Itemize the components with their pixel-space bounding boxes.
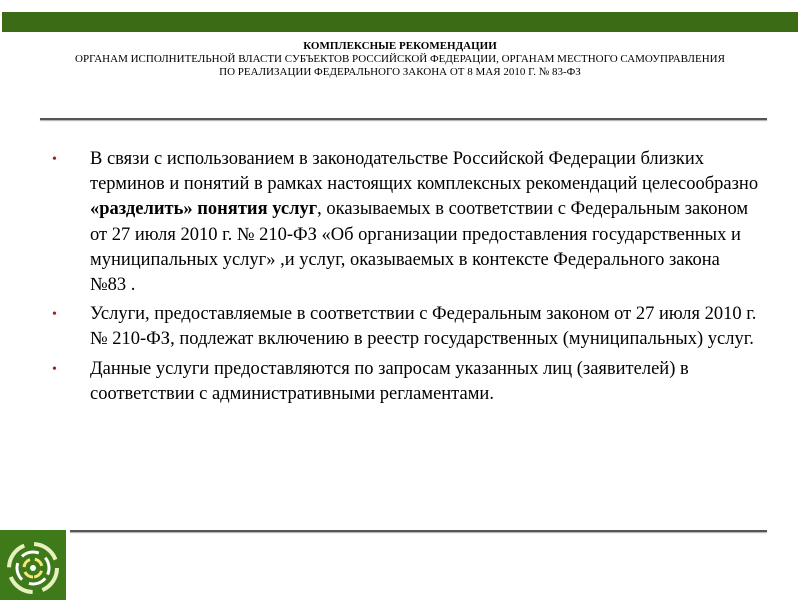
top-bar bbox=[2, 12, 798, 32]
bullet-2-text: Услуги, предоставляемые в соответствии с Федеральным законом от 27 июля 2010 г. № 210-ФЗ, подлежат включению в реестр государственных (муниципальных) услуг. bbox=[90, 304, 757, 350]
header-title: КОМПЛЕКСНЫЕ РЕКОМЕНДАЦИИ bbox=[303, 40, 497, 52]
slide-header bbox=[40, 40, 760, 79]
bullet-item-3 bbox=[50, 357, 760, 407]
top-divider bbox=[40, 118, 767, 120]
green-swirl-logo-icon bbox=[0, 530, 66, 600]
bullet-marker: • bbox=[52, 307, 57, 323]
header-line-1: ОРГАНАМ ИСПОЛНИТЕЛЬНОЙ ВЛАСТИ СУБЪЕКТОВ РОССИЙСКОЙ ФЕДЕРАЦИИ, ОРГАНАМ МЕСТНОГО САМОУПРАВЛЕНИЯ bbox=[75, 53, 725, 65]
bullet-marker: • bbox=[52, 152, 57, 167]
bullet-item-2 bbox=[50, 302, 760, 352]
header-line-2: ПО РЕАЛИЗАЦИИ ФЕДЕРАЛЬНОГО ЗАКОНА ОТ 8 МАЯ 2010 Г. № 83-ФЗ bbox=[219, 66, 581, 78]
bottom-divider bbox=[70, 530, 767, 532]
bullet-list bbox=[50, 147, 760, 411]
bullet-item-1 bbox=[50, 147, 760, 298]
bullet-1-text-post: , оказываемых в соответствии с Федеральным законом от 27 июля 2010 г. № 210-ФЗ «Об организации предоставления государственных и муниципальных услуг» ,и услуг, оказываемых в контексте Федерального закона №83 . bbox=[90, 199, 749, 296]
logo-graphic bbox=[0, 530, 66, 600]
bullet-1-text-pre: В связи с использованием в законодательстве Российской Федерации близких терминов и понятий в рамках настоящих комплексных рекомендаций целесообразно bbox=[90, 149, 759, 195]
bullet-1-text-bold: «разделить» понятия услуг bbox=[90, 199, 318, 220]
bullet-marker: • bbox=[52, 361, 57, 377]
bullet-3-text: Данные услуги предоставляются по запросам указанных лиц (заявителей) в соответствии с административными регламентами. bbox=[90, 358, 689, 404]
